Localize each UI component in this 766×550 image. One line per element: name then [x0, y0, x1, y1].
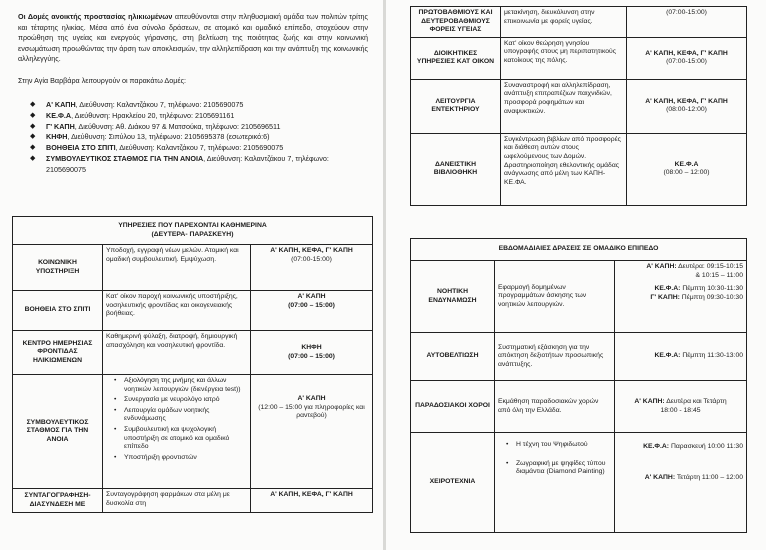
service-location: Α' ΚΑΠΗ, ΚΕΦΑ, Γ' ΚΑΠΗ	[645, 49, 728, 57]
service-hours: (08:00 – 12:00)	[663, 169, 710, 177]
structure-name: ΚΗΦΗ	[46, 132, 68, 142]
activity-name: ΑΥΤΟΒΕΛΤΙΩΣΗ	[411, 333, 495, 381]
service-location: Α' ΚΑΠΗ, ΚΕΦΑ, Γ' ΚΑΠΗ	[270, 491, 353, 498]
service-name: ΔΙΟΙΚΗΤΙΚΕΣ ΥΠΗΡΕΣΙΕΣ ΚΑΤ ΟΙΚΟΝ	[411, 37, 501, 79]
service-schedule	[627, 133, 747, 205]
schedule-venue: ΚΕ.Φ.Α:	[643, 443, 670, 450]
service-schedule	[627, 7, 747, 38]
service-hours: (07:00-15:00)	[666, 58, 707, 66]
service-hours: (08:00-12:00)	[666, 106, 707, 114]
service-schedule	[251, 245, 373, 291]
service-description: Συγκέντρωση βιβλίων από προσφορές και διάθεση αυτών στους ωφελούμενους των Δομών. Δραστηριοποίηση εθελοντικής ομάδας ανάγνωσης από μέλη των ΚΑΠΗ-ΚΕ.ΦΑ.	[501, 133, 627, 205]
schedule-venue: Α' ΚΑΠΗ:	[646, 263, 677, 270]
activity-schedule	[615, 381, 747, 433]
schedule-venue: Α' ΚΑΠΗ:	[644, 473, 676, 481]
schedule-line	[618, 443, 743, 452]
structures-lead: Στην Αγία Βαρβάρα λειτουργούν οι παρακάτω Δομές:	[18, 76, 187, 85]
list-item: • Ζωγραφική με ψηφίδες τύπου διαμάντια (Diamond Painting)	[516, 460, 611, 477]
service-hours: (07:00 – 15:00)	[288, 301, 335, 309]
structure-name: ΚΕ.Φ.Α	[46, 110, 72, 120]
structure-item	[30, 122, 350, 133]
schedule-time: Πέμπτη 11:30-13:00	[680, 352, 743, 360]
structure-detail: , Διεύθυνση: Αθ. Διάκου 97 & Ματσούκα, τηλέφωνο: 2105696511	[74, 121, 281, 131]
table-row	[13, 331, 373, 375]
table-row	[411, 333, 747, 381]
table-row	[411, 433, 747, 533]
daily-services-header	[13, 217, 373, 245]
right-page	[386, 0, 766, 550]
service-location: Α' ΚΑΠΗ	[297, 395, 326, 402]
service-hours: (12:00 – 15:00 για πληροφορίες και ραντεβού)	[258, 403, 365, 420]
table-row	[411, 7, 747, 38]
list-item: • Αξιολόγηση της μνήμης και άλλων νοητικών λειτουργιών (διενέργεια test))	[124, 377, 247, 394]
schedule-time: Παρασκευή 10:00 11:30	[669, 443, 743, 450]
structure-name: Γ' ΚΑΠΗ	[46, 121, 75, 131]
service-schedule	[251, 375, 373, 489]
structure-detail: , Διεύθυνση: Καλαντζάκου 7, τηλέφωνο: 2105690075	[46, 153, 329, 174]
service-description: Καθημερινή φύλαξη, διατροφή, δημιουργική απασχόληση και νοσηλευτική φροντίδα.	[103, 331, 251, 375]
list-item: • Συμβουλευτική και ψυχολογική υποστήριξη σε ατομικό και ομαδικό επίπεδο	[124, 426, 247, 452]
structure-item	[30, 154, 350, 176]
service-name: ΚΟΙΝΩΝΙΚΗ ΥΠΟΣΤΗΡΙΞΗ	[13, 245, 103, 291]
table-row	[411, 37, 747, 79]
schedule-venue: ΚΕ.Φ.Α:	[654, 285, 681, 293]
activity-name: ΧΕΙΡΟΤΕΧΝΙΑ	[411, 433, 495, 533]
intro-paragraph	[18, 12, 368, 65]
structure-name: ΒΟΗΘΕΙΑ ΣΤΟ ΣΠΙΤΙ	[46, 143, 116, 153]
schedule-line	[618, 263, 743, 272]
schedule-time: Δευτέρα και Τετάρτη	[664, 397, 727, 405]
list-item: • Η τέχνη του Ψηφιδωτού	[516, 441, 611, 450]
service-schedule	[627, 37, 747, 79]
daily-title: ΥΠΗΡΕΣΙΕΣ ΠΟΥ ΠΑΡΕΧΟΝΤΑΙ ΚΑΘΗΜΕΡΙΝΑ	[118, 221, 267, 229]
schedule-line	[618, 407, 743, 416]
activity-schedule	[615, 261, 747, 333]
activity-schedule	[615, 333, 747, 381]
service-schedule	[251, 489, 373, 513]
service-schedule	[251, 331, 373, 375]
table-row	[411, 133, 747, 205]
service-name: ΠΡΩΤΟΒΑΘΜΙΟΥΣ ΚΑΙ ΔΕΥΤΕΡΟΒΑΘΜΙΟΥΣ ΦΟΡΕΙΣ ΥΓΕΙΑΣ	[411, 7, 501, 38]
list-item: • Συνεργασία με νευρολόγο ιατρό	[124, 396, 247, 405]
structure-detail: , Διεύθυνση: Καλαντζάκου 7, τηλέφωνο: 2105690075	[115, 143, 284, 153]
structure-name: ΣΥΜΒΟΥΛΕΥΤΙΚΟΣ ΣΤΑΘΜΟΣ ΓΙΑ ΤΗΝ ΑΝΟΙΑ	[46, 153, 204, 163]
service-name: ΛΕΙΤΟΥΡΓΙΑ ΕΝΤΕΚΤΗΡΙΟΥ	[411, 79, 501, 133]
schedule-time: & 10:15 – 11:00	[695, 271, 743, 279]
weekly-activities-header: ΕΒΔΟΜΑΔΙΑΙΕΣ ΔΡΑΣΕΙΣ ΣΕ ΟΜΑΔΙΚΟ ΕΠΙΠΕΔΟ	[411, 239, 747, 261]
service-description: Κατ' οίκον παροχή κοινωνικής υποστήριξης, νοσηλευτικής φροντίδας και οικογενειακής βοήθειας.	[103, 291, 251, 331]
service-location: ΚΗΦΗ	[301, 343, 322, 351]
schedule-time: 18:00 - 18:45	[660, 406, 701, 414]
service-location: Α' ΚΑΠΗ	[297, 293, 326, 300]
schedule-venue: Α' ΚΑΠΗ:	[634, 397, 665, 405]
weekly-activities-table	[410, 238, 747, 533]
daily-services-table	[12, 216, 373, 513]
structures-list	[30, 100, 350, 176]
schedule-time: Τετάρτη 11:00 – 12:00	[675, 473, 743, 481]
schedule-time: Δευτέρα: 09:15-10:15	[676, 263, 743, 270]
structure-name: Α' ΚΑΠΗ	[46, 100, 76, 109]
schedule-line	[618, 474, 743, 483]
table-row	[13, 245, 373, 291]
structure-item	[30, 132, 350, 143]
service-location: Α' ΚΑΠΗ, ΚΕΦΑ, Γ' ΚΑΠΗ	[645, 97, 728, 105]
service-description: Συνταγογράφηση φαρμάκων στα μέλη με δυσκολία στη	[103, 489, 251, 513]
table-row	[411, 261, 747, 333]
intro-text: απευθύνονται στην πληθυσμιακή ομάδα των πολιτών τρίτης και τέταρτης ηλικίας. Μέσα από ένα σύνολο δράσεων, σε ατομικό και ομαδικό επίπεδο, στοχεύουν στην προώθηση της υγείας και ενεργούς γήρανσης, στη βελτίωση της ποιότητας ζωής και στην κοινωνική ενσωμάτωση προωθώντας την άρση των αποκλεισμών, την αλληλεπίδραση και την ανάπτυξη της κοινωνικής αλληλεγγύης.	[18, 12, 369, 63]
schedule-line	[618, 272, 743, 281]
list-item: • Υποστήριξη φροντιστών	[124, 454, 247, 463]
service-name: ΚΕΝΤΡΟ ΗΜΕΡΗΣΙΑΣ ΦΡΟΝΤΙΔΑΣ ΗΛΙΚΙΩΜΕΝΩΝ	[13, 331, 103, 375]
service-hours: (07:00 – 15:00)	[288, 352, 335, 360]
schedule-line	[618, 398, 743, 407]
activity-name: ΝΟΗΤΙΚΗ ΕΝΔΥΝΑΜΩΣΗ	[411, 261, 495, 333]
service-schedule	[627, 79, 747, 133]
service-name: ΣΥΝΤΑΓΟΓΡΑΦΗΣΗ-ΔΙΑΣΥΝΔΕΣΗ ΜΕ	[13, 489, 103, 513]
daily-subtitle: (ΔΕΥΤΕΡΑ- ΠΑΡΑΣΚΕΥΗ)	[151, 230, 234, 238]
schedule-line	[618, 294, 743, 303]
structure-detail: , Διεύθυνση: Σιπύλου 13, τηλέφωνο: 2105695378 (εσωτερικό:6)	[67, 132, 270, 142]
table-row	[13, 489, 373, 513]
activity-description	[495, 433, 615, 533]
schedule-venue: Γ' ΚΑΠΗ:	[650, 293, 680, 301]
service-location: Α' ΚΑΠΗ, ΚΕΦΑ, Γ' ΚΑΠΗ	[270, 247, 353, 254]
service-description: Συναναστροφή και αλληλεπίδραση, ανάπτυξη επιτραπέζιων παιχνιδιών, προσφορά ροφημάτων και αναψυκτικών.	[501, 79, 627, 133]
structure-detail: , Διεύθυνση: Καλαντζάκου 7, τηλέφωνο: 2105690075	[75, 100, 244, 109]
service-hours: (07:00-15:00)	[291, 255, 332, 263]
table-row	[411, 79, 747, 133]
activity-description: Εκμάθηση παραδοσιακών χορών από όλη την Ελλάδα.	[495, 381, 615, 433]
activity-name: ΠΑΡΑΔΟΣΙΑΚΟΙ ΧΟΡΟΙ	[411, 381, 495, 433]
table-row	[13, 375, 373, 489]
schedule-line	[618, 352, 743, 361]
activity-schedule	[615, 433, 747, 533]
service-description: Κατ' οίκον θεώρηση γνησίου υπογραφής στους μη περιπατητικούς κατοίκους της πόλης.	[501, 37, 627, 79]
structure-item	[30, 100, 350, 111]
service-name: ΣΥΜΒΟΥΛΕΥΤΙΚΟΣ ΣΤΑΘΜΟΣ ΓΙΑ ΤΗΝ ΑΝΟΙΑ	[13, 375, 103, 489]
structure-item	[30, 143, 350, 154]
service-hours: (07:00-15:00)	[666, 9, 707, 16]
activity-description: Συστηματική εξάσκηση για την απόκτηση δεξιοτήτων προσωπικής ανάπτυξης.	[495, 333, 615, 381]
schedule-time: Πέμπτη 10:30-11:30	[680, 285, 743, 293]
service-name: ΔΑΝΕΙΣΤΙΚΗ ΒΙΒΛΙΟΘΗΚΗ	[411, 133, 501, 205]
service-description	[103, 375, 251, 489]
structure-detail: , Διεύθυνση: Ηρακλείου 20, τηλέφωνο: 2105691161	[71, 110, 235, 120]
schedule-venue: ΚΕ.Φ.Α:	[654, 352, 681, 360]
service-location: ΚΕ.Φ.Α	[674, 160, 699, 168]
services-continued-table	[410, 6, 747, 206]
table-row	[13, 291, 373, 331]
table-row	[411, 381, 747, 433]
structure-item	[30, 111, 350, 122]
service-description: Υποδοχή, εγγραφή νέων μελών. Ατομική και ομαδική συμβουλευτική. Εμψύχωση.	[103, 245, 251, 291]
schedule-line	[618, 285, 743, 294]
service-schedule	[251, 291, 373, 331]
intro-bold: Οι Δομές ανοικτής προστασίας ηλικιωμένων	[18, 12, 173, 21]
activity-description: Εφαρμογή δομημένων προγραμμάτων άσκησης των νοητικών λειτουργιών.	[495, 261, 615, 333]
schedule-time: Πέμπτη 09:30-10:30	[679, 293, 743, 301]
service-description: μετακίνηση, διευκόλυνση στην επικοινωνία με φορείς υγείας.	[501, 7, 627, 38]
list-item: • Λειτουργία ομάδων νοητικής ενδυνάμωσης	[124, 407, 247, 424]
service-name: ΒΟΗΘΕΙΑ ΣΤΟ ΣΠΙΤΙ	[13, 291, 103, 331]
